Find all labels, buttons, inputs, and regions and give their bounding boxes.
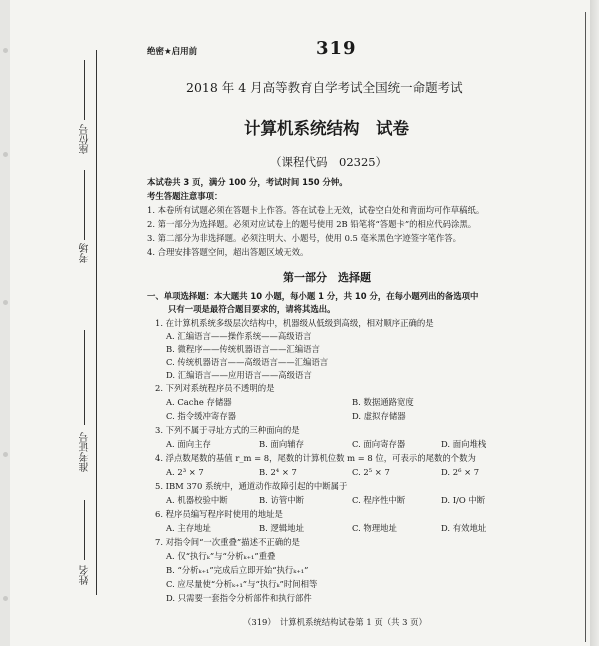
- option: D. 面向堆栈: [441, 439, 487, 449]
- option: C. 程序性中断: [352, 495, 406, 505]
- option: C. 面向寄存器: [352, 439, 406, 449]
- option: D. I/O 中断: [441, 495, 486, 505]
- option: C. 指令缓冲寄存器: [166, 411, 237, 421]
- option: C. 物理地址: [352, 523, 397, 533]
- option: B. 数据通路宽度: [352, 397, 414, 407]
- page-left-edge: [0, 0, 10, 646]
- question-stem: 7. 对指令间“一次重叠”描述不正确的是: [155, 537, 300, 547]
- seat-number-label: 座位号: [80, 124, 91, 154]
- option: D. 汇编语言——应用语言——高级语言: [166, 370, 312, 380]
- option: D. 虚拟存储器: [352, 411, 406, 421]
- page-footer: （319） 计算机系统结构试卷第 1 页（共 3 页）: [243, 617, 427, 627]
- option: B. “分析ₖ₊₁”完成后立即开始“执行ₖ₊₁”: [166, 565, 309, 575]
- option: B. 微程序——传统机器语言——汇编语言: [166, 344, 320, 354]
- secret-label: 绝密★启用前: [147, 47, 198, 57]
- section-instructions: 一、单项选择题：本大题共 10 小题，每小题 1 分，共 10 分，在每小题列出的备选项中: [147, 291, 479, 301]
- option: A. 汇编语言——操作系统——高级语言: [166, 331, 312, 341]
- exam-room-label: 考场: [80, 243, 91, 263]
- option: D. 2⁶ × 7: [441, 467, 480, 477]
- option: B. 2⁴ × 7: [259, 467, 297, 477]
- name-blank: [84, 500, 85, 560]
- scan-shadow: [590, 0, 599, 646]
- id-blank: [84, 330, 85, 425]
- option: C. 应尽量使“分析ₖ₊₁”与“执行ₖ”时间相等: [166, 579, 318, 589]
- option: A. 面向主存: [166, 439, 211, 449]
- right-border-line: [585, 12, 586, 642]
- course-code: （课程代码 02325）: [270, 155, 388, 169]
- option: A. 2³ × 7: [166, 467, 204, 477]
- option: A. 机器校验中断: [166, 495, 228, 505]
- option: B. 访管中断: [259, 495, 304, 505]
- seat-blank: [84, 60, 85, 120]
- punch-hole: [3, 452, 8, 457]
- option: A. 仅“执行ₖ”与“分析ₖ₊₁”重叠: [166, 551, 276, 561]
- question-stem: 5. IBM 370 系统中，通道动作故障引起的中断属于: [155, 481, 348, 491]
- binding-line: [96, 50, 97, 595]
- intro-line: 本试卷共 3 页，满分 100 分，考试时间 150 分钟。: [147, 177, 348, 187]
- paper-number: 319: [316, 38, 357, 59]
- subject-title: 计算机系统结构 试卷: [244, 119, 409, 138]
- option: B. 逻辑地址: [259, 523, 304, 533]
- option: C. 传统机器语言——高级语言——汇编语言: [166, 357, 329, 367]
- punch-hole: [3, 48, 8, 53]
- option: C. 2⁵ × 7: [352, 467, 390, 477]
- note-item: 4. 合理安排答题空间，超出答题区域无效。: [147, 247, 309, 257]
- punch-hole: [3, 596, 8, 601]
- question-stem: 6. 程序员编写程序时使用的地址是: [155, 509, 283, 519]
- question-stem: 2. 下列对系统程序员不透明的是: [155, 383, 275, 393]
- note-item: 1. 本卷所有试题必须在答题卡上作答。答在试卷上无效，试卷空白处和背面均可作草稿纸。: [147, 205, 485, 215]
- room-blank: [84, 170, 85, 240]
- note-item: 3. 第二部分为非选择题。必须注明大、小题号，使用 0.5 毫米黑色字迹签字笔作答。: [147, 233, 462, 243]
- punch-hole: [3, 300, 8, 305]
- note-item: 2. 第一部分为选择题。必须对应试卷上的题号使用 2B 铅笔将“答题卡”的相应代码涂黑。: [147, 219, 477, 229]
- option: A. Cache 存储器: [166, 397, 232, 407]
- option: D. 只需要一套指令分析部件和执行部件: [166, 593, 312, 603]
- option: B. 面向辅存: [259, 439, 304, 449]
- option: A. 主存地址: [166, 523, 211, 533]
- punch-hole: [3, 152, 8, 157]
- section-instructions-cont: 只有一项是最符合题目要求的，请将其选出。: [168, 304, 336, 314]
- option: D. 有效地址: [441, 523, 487, 533]
- question-stem: 4. 浮点数尾数的基值 r_m = 8，尾数的计算机位数 m = 8 位，可表示的尾数的个数为: [155, 453, 476, 463]
- question-stem: 3. 下列不属于寻址方式的三种面向的是: [155, 425, 300, 435]
- name-label: 姓名: [80, 565, 91, 585]
- admission-id-label: 准考证号: [80, 432, 91, 472]
- question-stem: 1. 在计算机系统多级层次结构中，机器级从低级到高级，相对顺序正确的是: [155, 318, 434, 328]
- part-title: 第一部分 选择题: [283, 271, 371, 284]
- exam-title: 2018 年 4 月高等教育自学考试全国统一命题考试: [186, 80, 463, 95]
- intro-notes-heading: 考生答题注意事项：: [147, 191, 223, 201]
